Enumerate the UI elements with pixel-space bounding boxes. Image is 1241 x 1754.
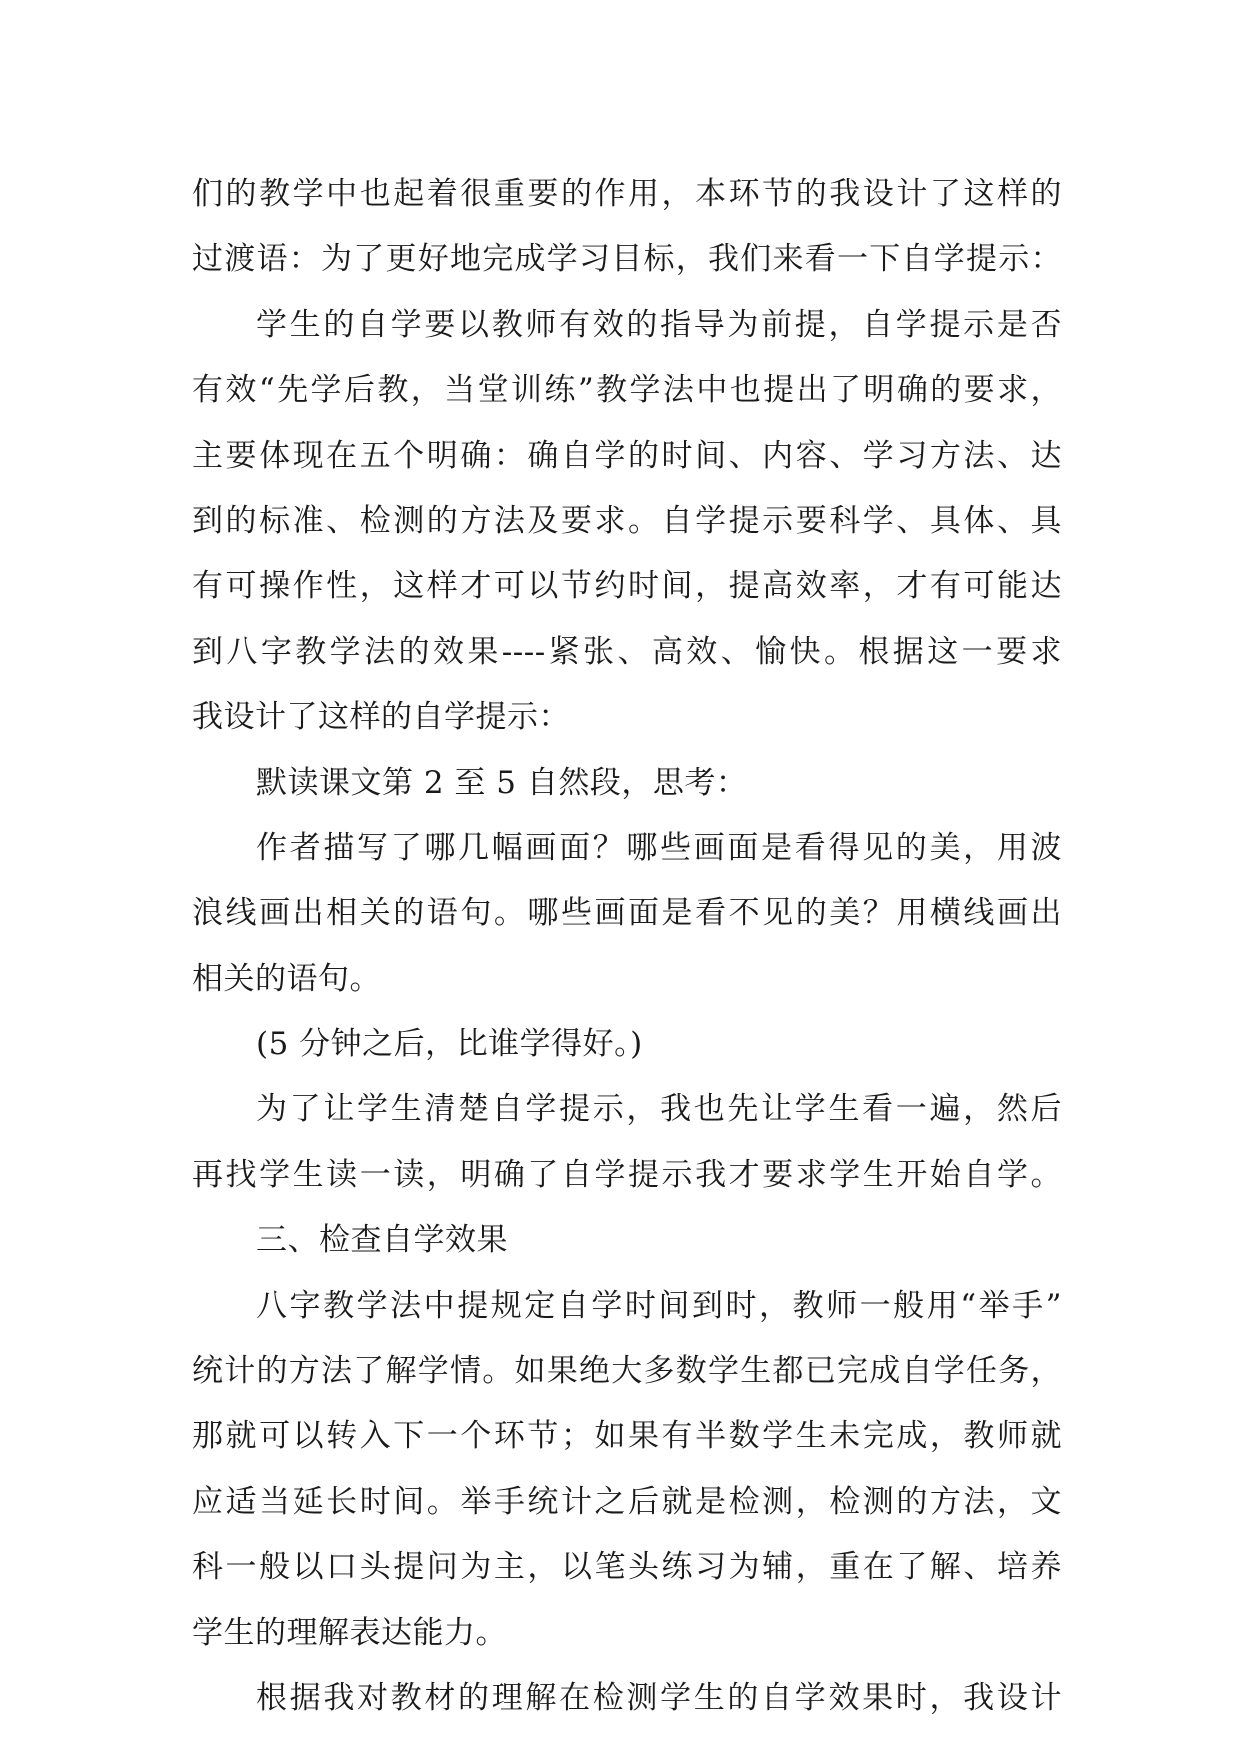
text-line: 再找学生读一读，明确了自学提示我才要求学生开始自学。 [192, 1156, 1062, 1193]
text-line: 我设计了这样的自学提示： [192, 699, 570, 736]
text-line: 主要体现在五个明确：确自学的时间、内容、学习方法、达 [192, 437, 1062, 474]
text-line: 作者描写了哪几幅画面？哪些画面是看得见的美，用波 [256, 829, 1062, 866]
text-line: 默读课文第 2 至 5 自然段，思考： [256, 764, 748, 801]
text-line: (5 分钟之后，比谁学得好。) [256, 1026, 643, 1063]
text-line: 有可操作性，这样才可以节约时间，提高效率，才有可能达 [192, 568, 1062, 605]
text-line: 有效“先学后教，当堂训练”教学法中也提出了明确的要求， [192, 372, 1062, 409]
text-line: 应适当延长时间。举手统计之后就是检测，检测的方法，文 [192, 1483, 1062, 1520]
text-line: 为了让学生清楚自学提示，我也先让学生看一遍，然后 [256, 1091, 1062, 1128]
text-line: 到的标准、检测的方法及要求。自学提示要科学、具体、具 [192, 502, 1062, 539]
text-line: 过渡语：为了更好地完成学习目标，我们来看一下自学提示： [192, 241, 1062, 278]
text-line: 学生的理解表达能力。 [192, 1614, 507, 1651]
text-line: 八字教学法中提规定自学时间到时，教师一般用“举手” [256, 1287, 1062, 1324]
text-line: 统计的方法了解学情。如果绝大多数学生都已完成自学任务， [192, 1353, 1062, 1390]
text-line: 们的教学中也起着很重要的作用，本环节的我设计了这样的 [192, 176, 1062, 212]
text-line: 那就可以转入下一个环节；如果有半数学生未完成，教师就 [192, 1418, 1062, 1455]
document-body [192, 162, 1062, 1731]
text-line: 根据我对教材的理解在检测学生的自学效果时，我设计 [256, 1679, 1062, 1716]
text-line: 学生的自学要以教师有效的指导为前提，自学提示是否 [256, 306, 1062, 343]
section-heading: 三、检查自学效果 [256, 1222, 508, 1259]
text-line: 浪线画出相关的语句。哪些画面是看不见的美？用横线画出 [192, 895, 1062, 932]
text-line: 科一般以口头提问为主，以笔头练习为辅，重在了解、培养 [192, 1549, 1062, 1586]
text-line: 相关的语句。 [192, 960, 381, 997]
text-line: 到八字教学法的效果----紧张、高效、愉快。根据这一要求 [192, 633, 1062, 670]
